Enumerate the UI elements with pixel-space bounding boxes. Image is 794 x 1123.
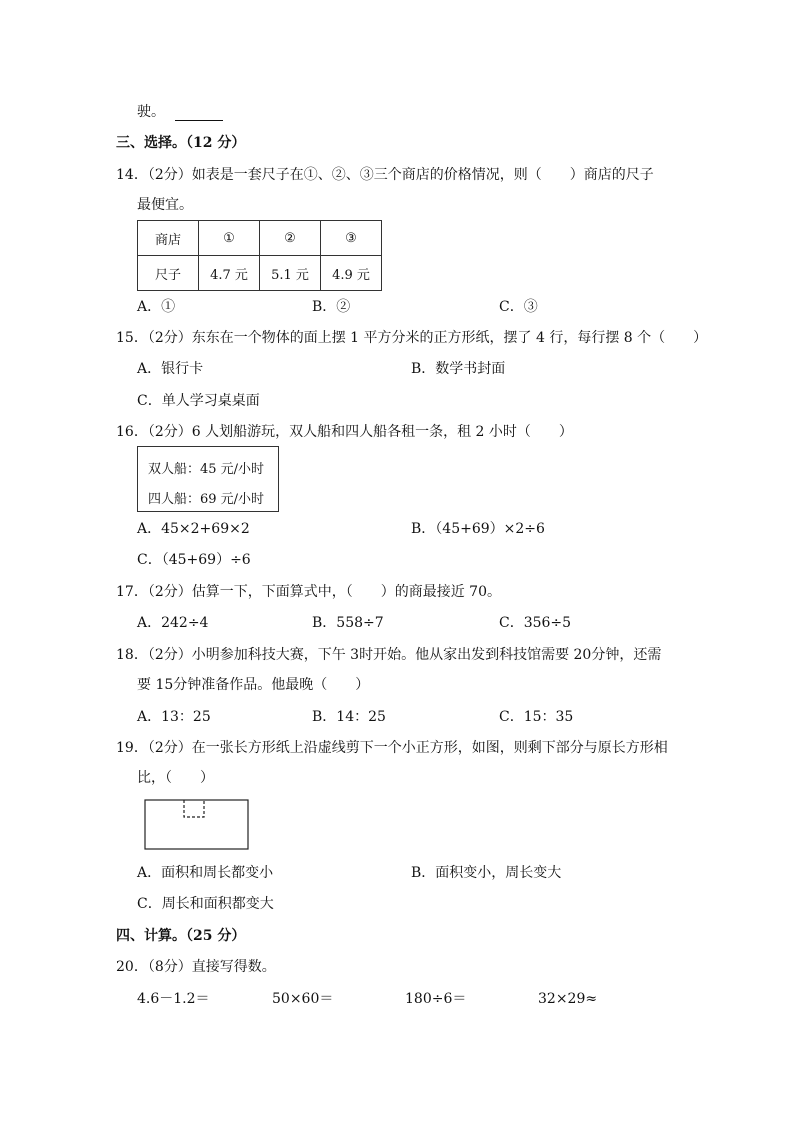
q19-option-c[interactable]: C．周长和面积都变大	[137, 896, 274, 912]
q17-stem: 17．（2分）估算一下，下面算式中，（ ）的商最接近 70。	[116, 584, 501, 600]
q15-stem: 15．（2分）东东在一个物体的面上摆 1 平方分米的正方形纸，摆了 4 行，每行摆 8 个（ ）	[116, 330, 708, 346]
q14-stem-line1: 14．（2分）如表是一套尺子在①、②、③三个商店的价格情况，则（ ）商店的尺子	[116, 167, 654, 183]
table-cell: 4.9 元	[321, 256, 382, 291]
table-cell: ①	[199, 221, 260, 256]
q15-option-c[interactable]: C．单人学习桌桌面	[137, 393, 260, 409]
q18-option-a[interactable]: A．13：25	[137, 709, 211, 725]
table-cell: ③	[321, 221, 382, 256]
table-cell: 5.1 元	[260, 256, 321, 291]
section-choice-heading: 三、选择。（12 分）	[116, 135, 246, 151]
rectangle-outline	[145, 800, 248, 849]
q19-option-b[interactable]: B．面积变小，周长变大	[411, 865, 562, 881]
calc-item[interactable]: 32×29≈	[538, 991, 598, 1007]
q15-option-b[interactable]: B．数学书封面	[411, 361, 506, 377]
q14-option-a[interactable]: A．①	[137, 299, 176, 315]
tail-text: 驶。	[137, 104, 165, 120]
q18-option-b[interactable]: B．14：25	[312, 709, 386, 725]
table-row	[138, 256, 382, 291]
q17-option-c[interactable]: C．356÷5	[499, 615, 572, 631]
q16-option-a[interactable]: A．45×2+69×2	[137, 521, 250, 537]
q16-stem: 16．（2分）6 人划船游玩，双人船和四人船各租一条，租 2 小时（ ）	[116, 424, 573, 440]
q19-stem-line1: 19．（2分）在一张长方形纸上沿虚线剪下一个小正方形，如图，则剩下部分与原长方形相	[116, 740, 668, 756]
q17-option-a[interactable]: A．242÷4	[137, 615, 209, 631]
previous-question-tail	[137, 103, 223, 121]
table-cell: 4.7 元	[199, 256, 260, 291]
q18-stem-line1: 18．（2分）小明参加科技大赛，下午 3时开始。他从家出发到科技馆需要 20分钟，还需	[116, 647, 662, 663]
q14-option-c[interactable]: C．③	[499, 299, 538, 315]
q16-option-c[interactable]: C．（45+69）÷6	[137, 552, 251, 568]
q20-stem: 20．（8分）直接写得数。	[116, 959, 276, 975]
dashed-square	[184, 800, 204, 817]
cut-rectangle-figure	[144, 799, 250, 851]
quad-boat-price: 四人船：69 元/小时	[148, 492, 265, 507]
table-cell: 尺子	[138, 256, 199, 291]
q19-option-a[interactable]: A．面积和周长都变小	[137, 865, 274, 881]
calc-item[interactable]: 180÷6＝	[405, 991, 467, 1007]
double-boat-price: 双人船：45 元/小时	[148, 462, 265, 477]
price-table	[137, 220, 382, 291]
table-cell: 商店	[138, 221, 199, 256]
answer-blank[interactable]	[175, 106, 223, 121]
calc-item[interactable]: 50×60＝	[272, 991, 334, 1007]
q19-stem-line2: 比，（ ）	[137, 770, 214, 786]
q17-option-b[interactable]: B．558÷7	[312, 615, 384, 631]
boat-price-box	[137, 446, 279, 512]
q14-option-b[interactable]: B．②	[312, 299, 351, 315]
q18-stem-line2: 要 15分钟准备作品。他最晚（ ）	[137, 677, 370, 693]
q18-option-c[interactable]: C．15：35	[499, 709, 574, 725]
q15-option-a[interactable]: A．银行卡	[137, 361, 204, 377]
q16-option-b[interactable]: B．（45+69）×2÷6	[411, 521, 545, 537]
table-header-row	[138, 221, 382, 256]
table-cell: ②	[260, 221, 321, 256]
q14-stem-line2: 最便宜。	[137, 197, 193, 213]
calc-item[interactable]: 4.6－1.2＝	[137, 991, 210, 1007]
section-calc-heading: 四、计算。（25 分）	[116, 928, 246, 944]
